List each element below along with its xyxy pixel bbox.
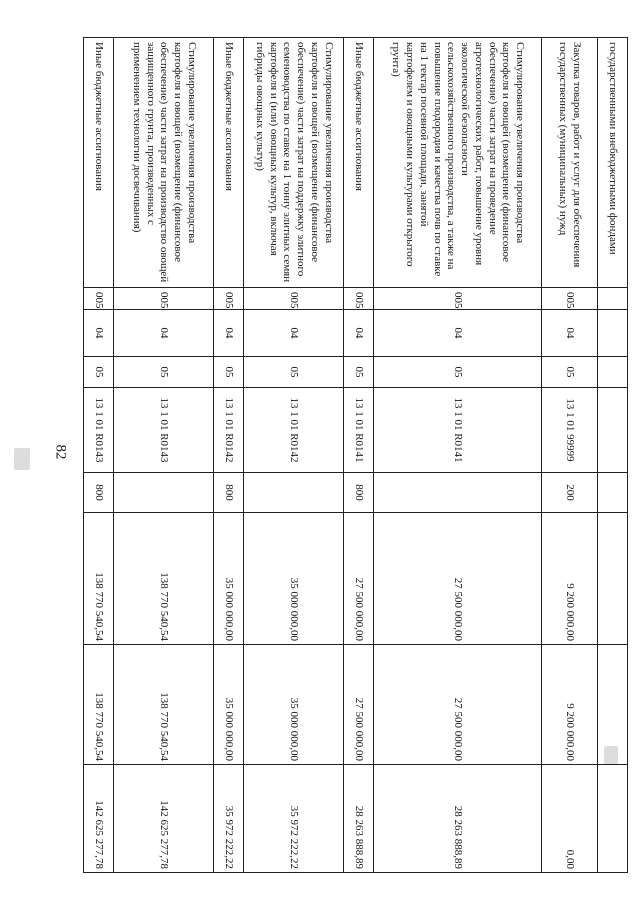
table-row [214,38,244,873]
ministry-code: 005 [84,288,114,310]
section-code: 04 [344,310,374,357]
expense-kind-code: 200 [542,473,598,513]
subsection-code: 05 [344,357,374,388]
ministry-code: 005 [214,288,244,310]
target-article-code: 13 1 01 R0143 [114,388,214,473]
ministry-code: 005 [374,288,542,310]
row-name: Иные бюджетные ассигнования [84,38,114,288]
section-code: 04 [244,310,344,357]
ministry-code: 005 [114,288,214,310]
row-name: Закупка товаров, работ и услуг для обеспечения государственных (муниципальных) нужд [542,38,598,288]
amount-revised: 27 500 000,00 [374,645,542,765]
ministry-code: 005 [244,288,344,310]
amount-plan: 27 500 000,00 [374,513,542,645]
target-article-code [598,388,628,473]
row-name: Стимулирование увеличения производства картофеля и овощей (возмещение (финансовое обеспечение) части затрат на поддержку элитного семеноводства по ставке на 1 тонну элитных семян картофеля и (или) овощных культур, включая гибриды овощных культур) [244,38,344,288]
scan-artifact [14,448,30,470]
scan-artifact [604,746,618,764]
table-row [244,38,344,873]
section-code: 04 [214,310,244,357]
amount-executed: 0,00 [542,765,598,873]
amount-plan: 138 770 540,54 [114,513,214,645]
ministry-code: 005 [542,288,598,310]
amount-revised: 138 770 540,54 [114,645,214,765]
amount-executed: 28 263 888,89 [344,765,374,873]
table-row [542,38,598,873]
section-code: 04 [84,310,114,357]
amount-revised: 138 770 540,54 [84,645,114,765]
target-article-code: 13 1 01 R0142 [244,388,344,473]
subsection-code [598,357,628,388]
expense-kind-code [598,473,628,513]
amount-executed: 35 972 222,22 [214,765,244,873]
table-row [114,38,214,873]
target-article-code: 13 1 01 R0142 [214,388,244,473]
target-article-code: 13 1 01 R0143 [84,388,114,473]
ministry-code [598,288,628,310]
amount-revised: 27 500 000,00 [344,645,374,765]
expense-kind-code [374,473,542,513]
table-row [84,38,114,873]
expense-kind-code [114,473,214,513]
amount-plan [598,513,628,645]
subsection-code: 05 [542,357,598,388]
target-article-code: 13 1 01 99999 [542,388,598,473]
row-name: Иные бюджетные ассигнования [344,38,374,288]
row-name: Стимулирование увеличения производства картофеля и овощей (возмещение (финансовое обеспечение) части затрат на проведение агротехнологических работ, повышение уровня экологической безопасности сельскохозяйственного производства, а также на повышение плодородия и качества почв по ставке на 1 гектар посевной площади, занятой картофелем и овощными культурами открытого грунта) [374,38,542,288]
amount-plan: 138 770 540,54 [84,513,114,645]
section-code: 04 [542,310,598,357]
table-row [344,38,374,873]
amount-plan: 35 000 000,00 [244,513,344,645]
amount-revised: 9 200 000,00 [542,645,598,765]
amount-executed [598,765,628,873]
amount-executed: 142 625 277,78 [114,765,214,873]
amount-executed: 28 263 888,89 [374,765,542,873]
row-name: государственными внебюджетными фондами [598,38,628,288]
amount-revised: 35 000 000,00 [214,645,244,765]
section-code: 04 [114,310,214,357]
expense-kind-code: 800 [84,473,114,513]
amount-plan: 35 000 000,00 [214,513,244,645]
amount-plan: 27 500 000,00 [344,513,374,645]
subsection-code: 05 [214,357,244,388]
target-article-code: 13 1 01 R0141 [344,388,374,473]
amount-plan: 9 200 000,00 [542,513,598,645]
row-name: Стимулирование увеличения производства картофеля и овощей (возмещение (финансовое обеспечение) части затрат на производство овощей защищенного грунта, произведенных с применением технологии досвечивания) [114,38,214,288]
ministry-code: 005 [344,288,374,310]
row-name: Иные бюджетные ассигнования [214,38,244,288]
subsection-code: 05 [114,357,214,388]
page-number: 82 [52,444,69,460]
section-code: 04 [374,310,542,357]
subsection-code: 05 [84,357,114,388]
target-article-code: 13 1 01 R0141 [374,388,542,473]
amount-executed: 35 972 222,22 [244,765,344,873]
expense-kind-code: 800 [214,473,244,513]
expense-kind-code: 800 [344,473,374,513]
table-row [374,38,542,873]
section-code [598,310,628,357]
subsection-code: 05 [374,357,542,388]
expense-kind-code [244,473,344,513]
budget-table-rotated [64,37,628,872]
amount-executed: 142 625 277,78 [84,765,114,873]
subsection-code: 05 [244,357,344,388]
budget-table [83,37,628,873]
amount-revised: 35 000 000,00 [244,645,344,765]
